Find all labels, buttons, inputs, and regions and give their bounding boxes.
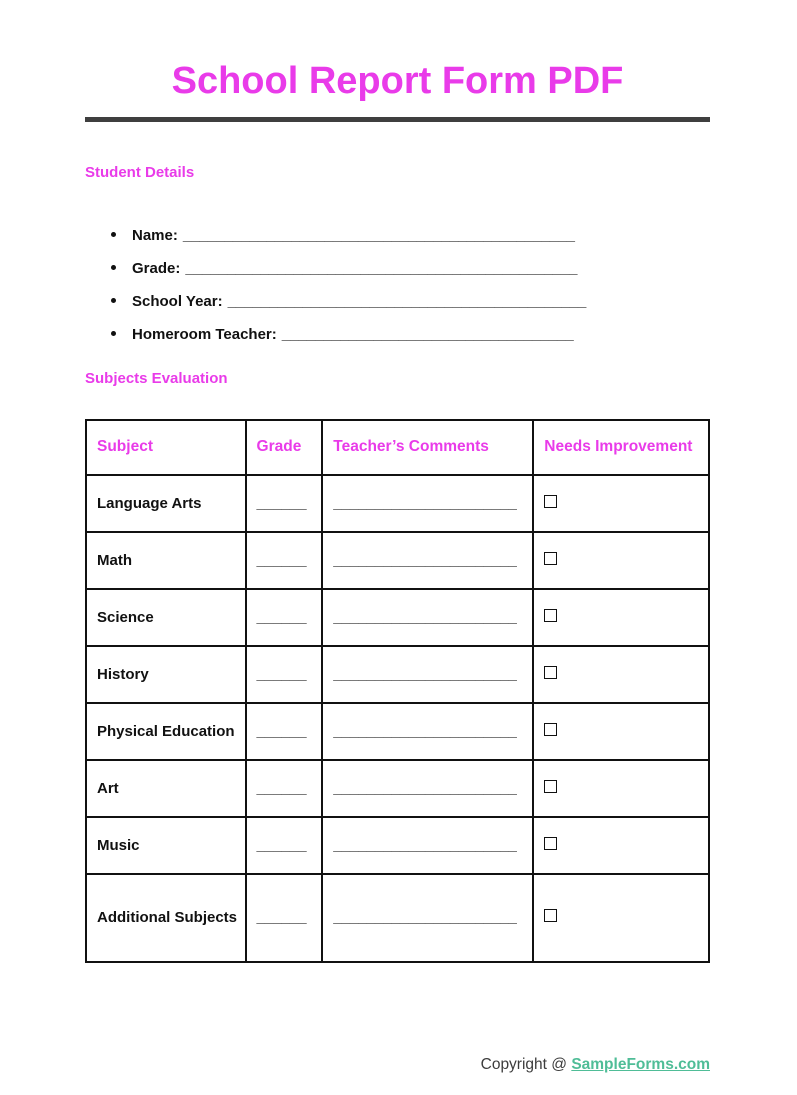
grade-cell <box>246 703 323 760</box>
comments-blank-line[interactable]: ______________________ <box>333 722 517 740</box>
field-label: Name: <box>132 226 178 244</box>
comments-cell <box>322 874 533 962</box>
bullet-icon <box>111 232 116 237</box>
header-teachers-comments: Teacher’s Comments <box>322 420 533 475</box>
subjects-table <box>85 419 710 963</box>
grade-cell <box>246 532 323 589</box>
header-subject: Subject <box>86 420 246 475</box>
comments-cell <box>322 475 533 532</box>
comments-cell <box>322 589 533 646</box>
field-school-year <box>111 285 710 318</box>
grade-cell <box>246 760 323 817</box>
needs-improvement-checkbox[interactable] <box>544 837 557 850</box>
table-row <box>86 532 709 589</box>
comments-blank-line[interactable]: ______________________ <box>333 608 517 626</box>
student-details-heading: Student Details <box>85 163 195 181</box>
needs-improvement-cell <box>533 703 709 760</box>
comments-cell <box>322 817 533 874</box>
document-page <box>0 60 797 963</box>
grade-blank-line[interactable]: ______ <box>256 551 307 569</box>
table-row <box>86 475 709 532</box>
needs-improvement-checkbox[interactable] <box>544 723 557 736</box>
grade-cell <box>246 475 323 532</box>
table-row <box>86 646 709 703</box>
needs-improvement-checkbox[interactable] <box>544 495 557 508</box>
school-year-blank-line[interactable]: ___________________________________________ <box>227 292 587 310</box>
subject-cell: Additional Subjects <box>86 874 246 962</box>
footer-copyright <box>481 1056 710 1074</box>
comments-blank-line[interactable]: ______________________ <box>333 836 517 854</box>
bullet-icon <box>111 331 116 336</box>
table-row <box>86 703 709 760</box>
grade-blank-line[interactable]: ______ <box>256 608 307 626</box>
comments-blank-line[interactable]: ______________________ <box>333 665 517 683</box>
grade-cell <box>246 589 323 646</box>
sampleforms-link[interactable]: SampleForms.com <box>571 1056 710 1073</box>
header-grade: Grade <box>246 420 323 475</box>
needs-improvement-checkbox[interactable] <box>544 909 557 922</box>
comments-cell <box>322 646 533 703</box>
subject-cell: Music <box>86 817 246 874</box>
grade-cell <box>246 874 323 962</box>
subjects-evaluation-heading: Subjects Evaluation <box>85 369 228 387</box>
grade-blank-line[interactable]: ______ <box>256 836 307 854</box>
comments-blank-line[interactable]: ______________________ <box>333 779 517 797</box>
grade-blank-line[interactable]: ______ <box>256 494 307 512</box>
name-blank-line[interactable]: _______________________________________________ <box>182 226 575 244</box>
needs-improvement-cell <box>533 475 709 532</box>
subject-cell: Science <box>86 589 246 646</box>
bullet-icon <box>111 265 116 270</box>
subject-cell: Language Arts <box>86 475 246 532</box>
field-label: Homeroom Teacher: <box>132 325 277 343</box>
needs-improvement-cell <box>533 532 709 589</box>
comments-blank-line[interactable]: ______________________ <box>333 494 517 512</box>
needs-improvement-cell <box>533 817 709 874</box>
title-divider <box>85 117 710 122</box>
subject-cell: History <box>86 646 246 703</box>
grade-blank-line[interactable]: ______ <box>256 665 307 683</box>
subject-cell: Physical Education <box>86 703 246 760</box>
table-header-row <box>86 420 709 475</box>
comments-cell <box>322 703 533 760</box>
grade-cell <box>246 817 323 874</box>
comments-cell <box>322 532 533 589</box>
field-homeroom-teacher <box>111 318 710 351</box>
field-name <box>111 219 710 252</box>
needs-improvement-cell <box>533 760 709 817</box>
copyright-text: Copyright @ <box>480 1056 572 1073</box>
subject-cell: Math <box>86 532 246 589</box>
needs-improvement-checkbox[interactable] <box>544 666 557 679</box>
table-row <box>86 760 709 817</box>
grade-blank-line[interactable]: ______ <box>256 779 307 797</box>
needs-improvement-cell <box>533 589 709 646</box>
grade-blank-line[interactable]: _______________________________________________ <box>185 259 578 277</box>
bullet-icon <box>111 298 116 303</box>
needs-improvement-cell <box>533 874 709 962</box>
grade-blank-line[interactable]: ______ <box>256 722 307 740</box>
grade-blank-line[interactable]: ______ <box>256 909 307 927</box>
field-label: School Year: <box>132 292 223 310</box>
student-details-list <box>85 219 710 351</box>
page-title: School Report Form PDF <box>171 60 624 102</box>
homeroom-teacher-blank-line[interactable]: ___________________________________ <box>281 325 574 343</box>
field-grade <box>111 252 710 285</box>
comments-cell <box>322 760 533 817</box>
grade-cell <box>246 646 323 703</box>
needs-improvement-cell <box>533 646 709 703</box>
subject-cell: Art <box>86 760 246 817</box>
field-label: Grade: <box>132 259 181 277</box>
table-row <box>86 874 709 962</box>
header-needs-improvement: Needs Improvement <box>533 420 709 475</box>
needs-improvement-checkbox[interactable] <box>544 609 557 622</box>
comments-blank-line[interactable]: ______________________ <box>333 551 517 569</box>
table-row <box>86 817 709 874</box>
table-row <box>86 589 709 646</box>
needs-improvement-checkbox[interactable] <box>544 552 557 565</box>
needs-improvement-checkbox[interactable] <box>544 780 557 793</box>
comments-blank-line[interactable]: ______________________ <box>333 909 517 927</box>
